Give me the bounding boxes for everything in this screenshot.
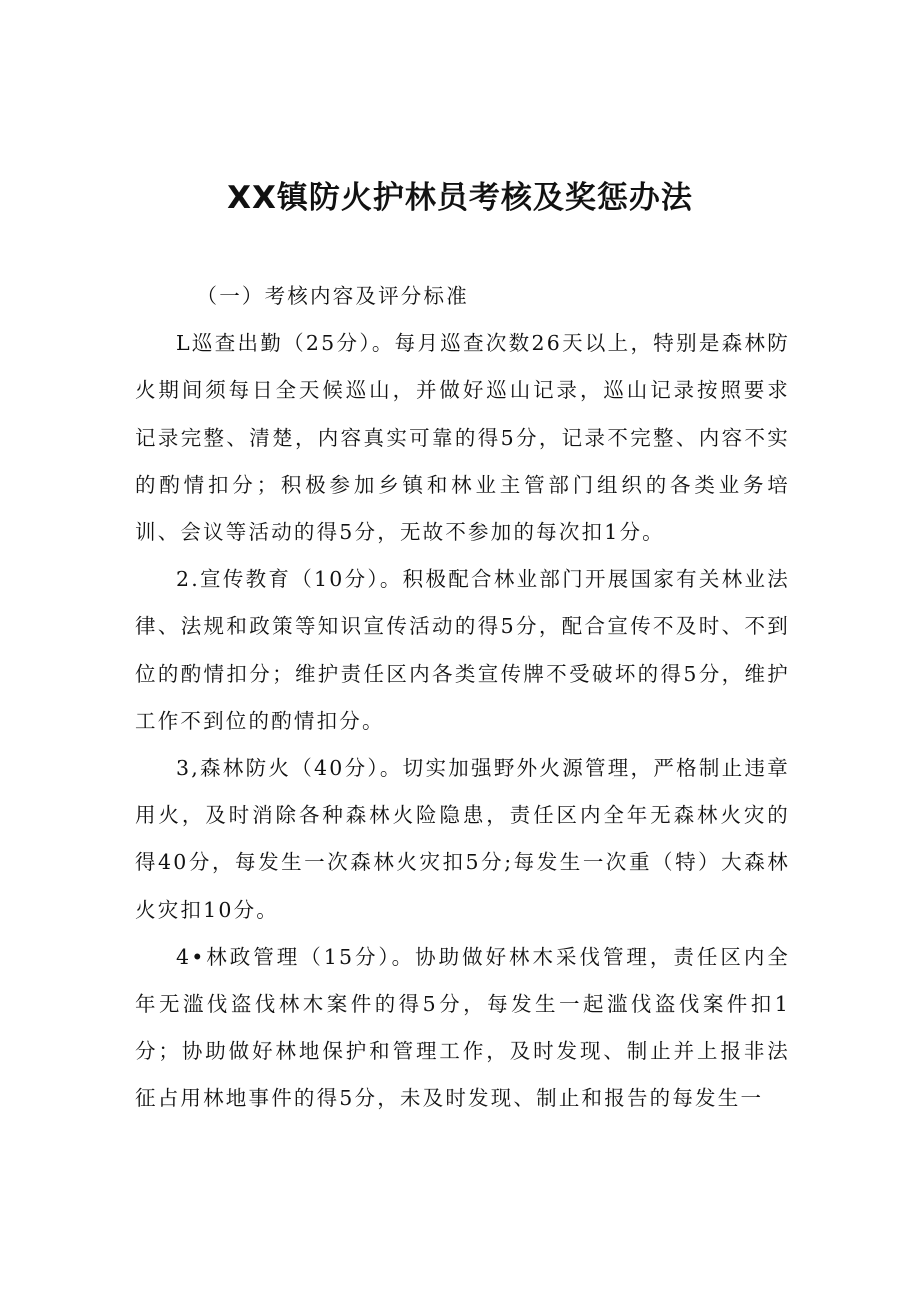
- section-heading: （一）考核内容及评分标准: [196, 284, 469, 308]
- document-title: XX镇防火护林员考核及奖惩办法: [227, 180, 693, 216]
- document-body: [135, 273, 790, 1123]
- paragraph-patrol-attendance: L巡查出勤（25分）。每月巡查次数26天以上，特别是森林防火期间须每日全天候巡山，并做好巡山记录，巡山记录按照要求记录完整、清楚，内容真实可靠的得5分，记录不完整、内容不实的酌情扣分；积极参加乡镇和林业主管部门组织的各类业务培训、会议等活动的得5分，无故不参加的每次扣1分。: [135, 331, 790, 545]
- paragraph-forestry-administration: 4•林政管理（15分）。协助做好林木采伐管理，责任区内全年无滥伐盗伐林木案件的得5分，每发生一起滥伐盗伐案件扣1分；协助做好林地保护和管理工作，及时发现、制止并上报非法征占用林地事件的得5分，未及时发现、制止和报告的每发生一: [135, 944, 790, 1111]
- paragraph-forest-fire-prevention: 3,森林防火（40分）。切实加强野外火源管理，严格制止违章用火，及时消除各种森林火险隐患，责任区内全年无森林火灾的得40分，每发生一次森林火灾扣5分;每发生一次重（特）大森林火灾扣10分。: [135, 756, 790, 922]
- paragraph-publicity-education: 2.宣传教育（10分）。积极配合林业部门开展国家有关林业法律、法规和政策等知识宣传活动的得5分，配合宣传不及时、不到位的酌情扣分；维护责任区内各类宣传牌不受破坏的得5分，维护工作不到位的酌情扣分。: [135, 567, 790, 733]
